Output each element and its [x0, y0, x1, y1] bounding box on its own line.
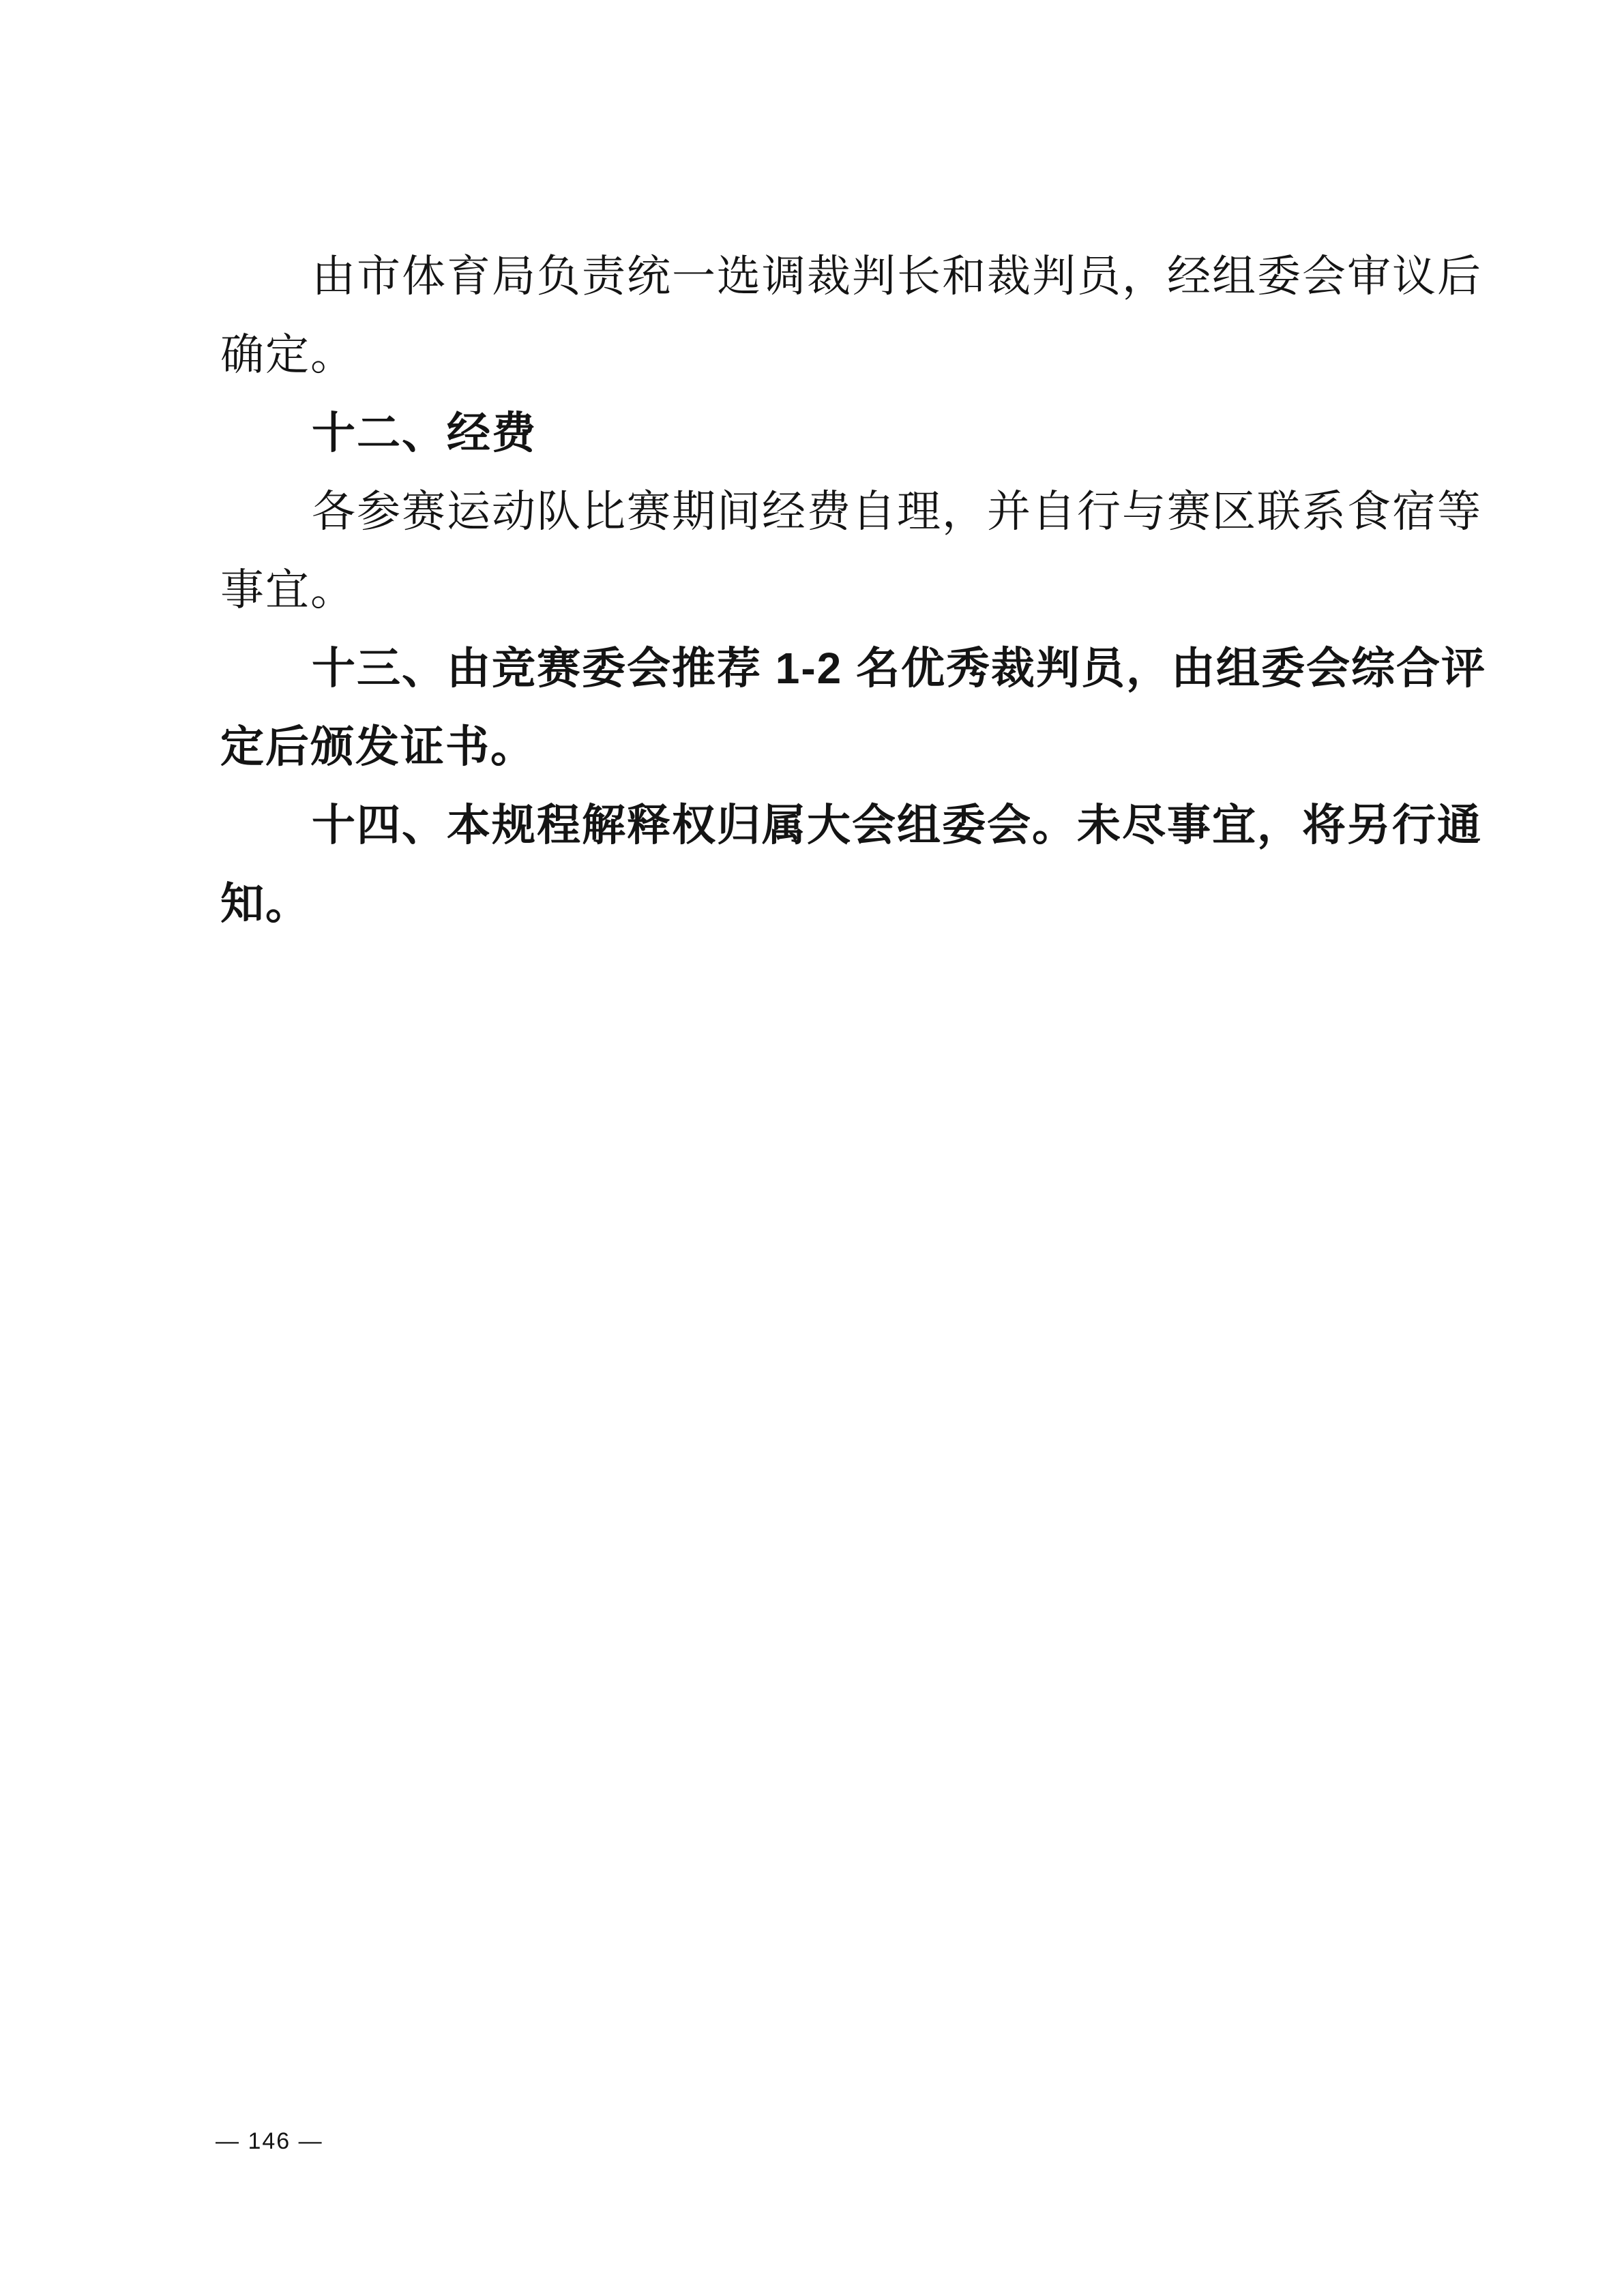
- bold-paragraph-certificates: [220, 629, 1487, 786]
- paragraph-line: 由市体育局负责统一选调裁判长和裁判员，经组委会审议后: [312, 252, 1482, 301]
- paragraph-line: 事宜。: [220, 566, 355, 614]
- bold-paragraph-interpretation: [220, 786, 1482, 943]
- paragraph-line: 定后颁发证书。: [220, 722, 535, 771]
- paragraph-line: 知。: [220, 879, 310, 928]
- body-paragraph-expenses: [220, 473, 1482, 629]
- paragraph-line: 十三、由竞赛委会推荐 1-2 名优秀裁判员，由组委会综合评: [312, 644, 1487, 693]
- section-heading-funding: [220, 394, 1428, 473]
- page-number: — 146 —: [216, 2128, 323, 2154]
- paragraph-line: 各参赛运动队比赛期间经费自理，并自行与赛区联系食宿等: [312, 488, 1482, 536]
- body-paragraph-referees: [220, 237, 1482, 394]
- paragraph-line: 十四、本规程解释权归属大会组委会。未尽事宜，将另行通: [312, 801, 1482, 850]
- heading-line: 十二、经费: [312, 408, 537, 458]
- page-footer: [216, 2126, 323, 2156]
- document-body: [220, 237, 1487, 943]
- paragraph-line: 确定。: [220, 331, 355, 379]
